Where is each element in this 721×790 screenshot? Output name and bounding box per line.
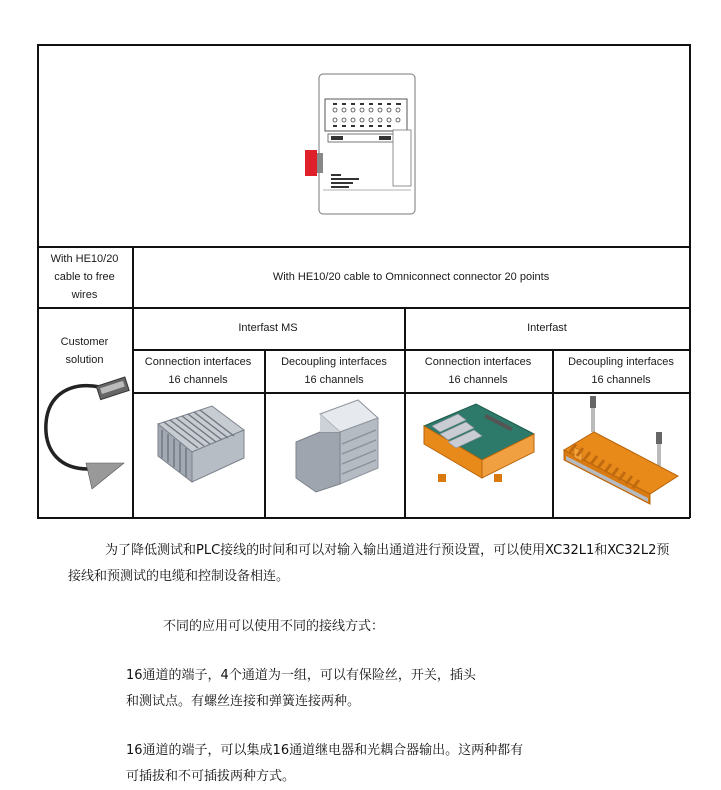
customer-solution-line-2: solution xyxy=(65,354,104,366)
column-header xyxy=(552,349,690,392)
group-label: Interfast MS xyxy=(238,322,298,334)
column-title: Decoupling interfaces xyxy=(568,355,674,368)
column-sub: 16 channels xyxy=(304,373,364,386)
column-title: Decoupling interfaces xyxy=(281,355,387,368)
paragraph-1-line-2: 接线和预测试的电缆和控制设备相连。 xyxy=(68,569,290,584)
free-wires-line-2: cable to free xyxy=(54,270,115,283)
image-cell xyxy=(552,392,690,517)
gray-terminal-block-image xyxy=(148,396,248,486)
column-title: Connection interfaces xyxy=(424,355,532,368)
omniconnect-header xyxy=(132,246,690,307)
group-label: Interfast xyxy=(527,322,567,334)
column-sub: 16 channels xyxy=(448,373,508,386)
group-interfast xyxy=(404,307,690,349)
image-cell xyxy=(132,392,264,517)
customer-solution-cell xyxy=(37,307,132,517)
orange-relay-board-image xyxy=(560,394,682,506)
free-wires-line-3: wires xyxy=(71,288,98,301)
free-wires-header xyxy=(37,246,132,307)
paragraph-4-line-1: 16通道的端子，可以集成16通道继电器和光耦合器输出。这两种都有 xyxy=(126,743,524,758)
paragraph-4-line-2: 可插拔和不可插拔两种方式。 xyxy=(126,769,296,784)
gray-decoupling-module-image xyxy=(286,396,382,496)
plc-io-module-diagram xyxy=(299,70,429,220)
free-wires-line-1: With HE10/20 xyxy=(50,252,119,265)
ribbon-cable-image xyxy=(40,373,130,493)
column-header xyxy=(132,349,264,392)
group-interfast-ms xyxy=(132,307,404,349)
table-border-bottom xyxy=(37,517,690,519)
paragraph-3-line-2: 和测试点。有螺丝连接和弹簧连接两种。 xyxy=(126,694,361,709)
paragraph-3-line-1: 16通道的端子，4个通道为一组，可以有保险丝，开关，插头 xyxy=(126,668,476,683)
column-header xyxy=(264,349,404,392)
paragraph-1-line-1: 为了降低测试和PLC接线的时间和可以对输入输出通道进行预设置，可以使用XC32L1和XC32L2预 xyxy=(105,543,670,558)
column-header xyxy=(404,349,552,392)
column-sub: 16 channels xyxy=(591,373,651,386)
image-cell xyxy=(404,392,552,517)
omniconnect-header-text: With HE10/20 cable to Omniconnect connector 20 points xyxy=(272,270,550,283)
column-title: Connection interfaces xyxy=(144,355,252,368)
orange-connection-board-image xyxy=(418,396,538,486)
product-table xyxy=(37,44,690,518)
top-image-cell xyxy=(37,44,690,246)
customer-solution-line-1: Customer xyxy=(60,336,109,348)
paragraph-2: 不同的应用可以使用不同的接线方式： xyxy=(163,619,385,634)
image-cell xyxy=(264,392,404,517)
column-sub: 16 channels xyxy=(168,373,228,386)
